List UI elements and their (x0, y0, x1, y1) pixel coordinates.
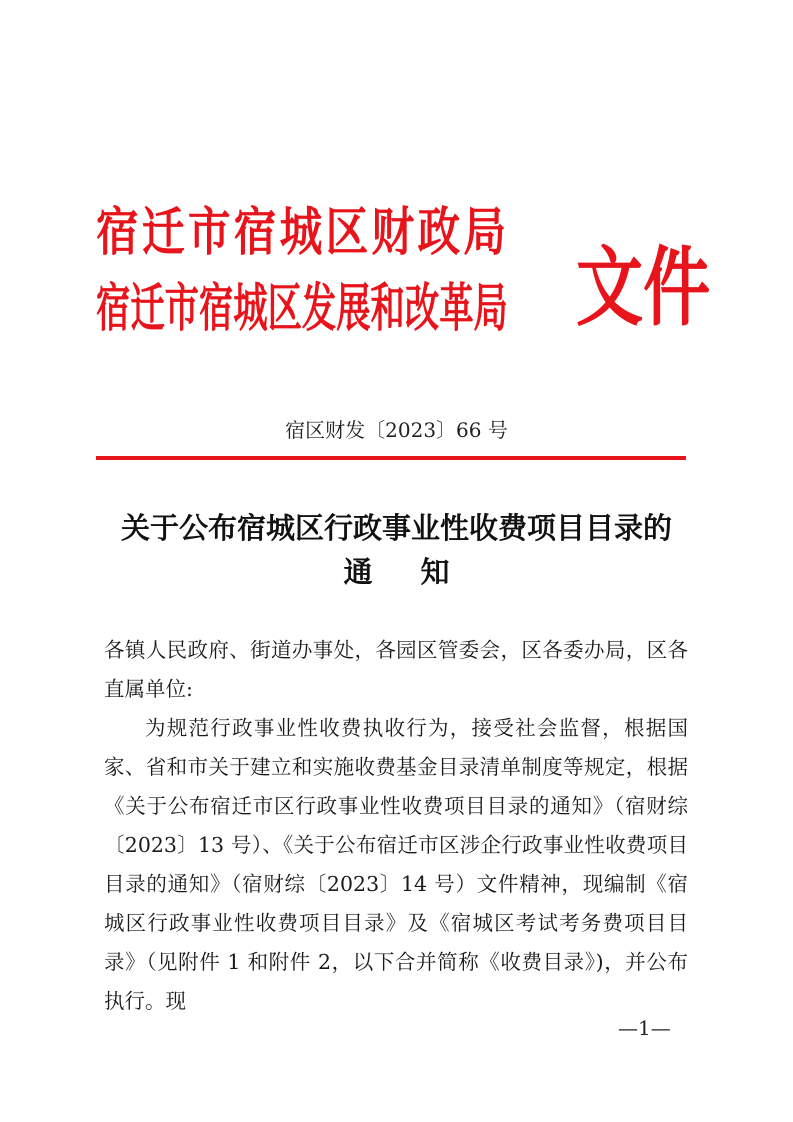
document-title-line-2: 通知 (343, 555, 498, 589)
page-number: —1— (618, 1016, 671, 1040)
body-paragraph: 为规范行政事业性收费执收行为，接受社会监督，根据国家、省和市关于建立和实施收费基金目录清单制度等规定，根据《关于公布宿迁市区行政事业性收费项目目录的通知》（宿财综〔2023〕13 号）、《关于公布宿迁市区涉企行政事业性收费项目目录的通知》（宿财综〔2023〕14 号）文件精神，现编制《宿城区行政事业性收费项目目录》及《宿城区考试考务费项目目录》（见附件 1 和附件 2，以下合并简称《收费目录》)，并公布执行。现 (104, 716, 688, 1013)
document-label: 文件 (576, 237, 711, 338)
document-number: 宿区财发〔2023〕66 号 (285, 418, 508, 442)
issuing-org-2: 宿迁市宿城区发展和改革局 (96, 278, 508, 339)
salutation: 各镇人民政府、街道办事处，各园区管委会，区各委办局，区各直属单位: (104, 638, 688, 701)
document-title-line-1: 关于公布宿城区行政事业性收费项目目录的 (120, 511, 672, 545)
red-divider (96, 456, 686, 460)
document-body (104, 631, 688, 1021)
issuing-org-1: 宿迁市宿城区财政局 (96, 202, 510, 263)
document-header (96, 180, 711, 350)
